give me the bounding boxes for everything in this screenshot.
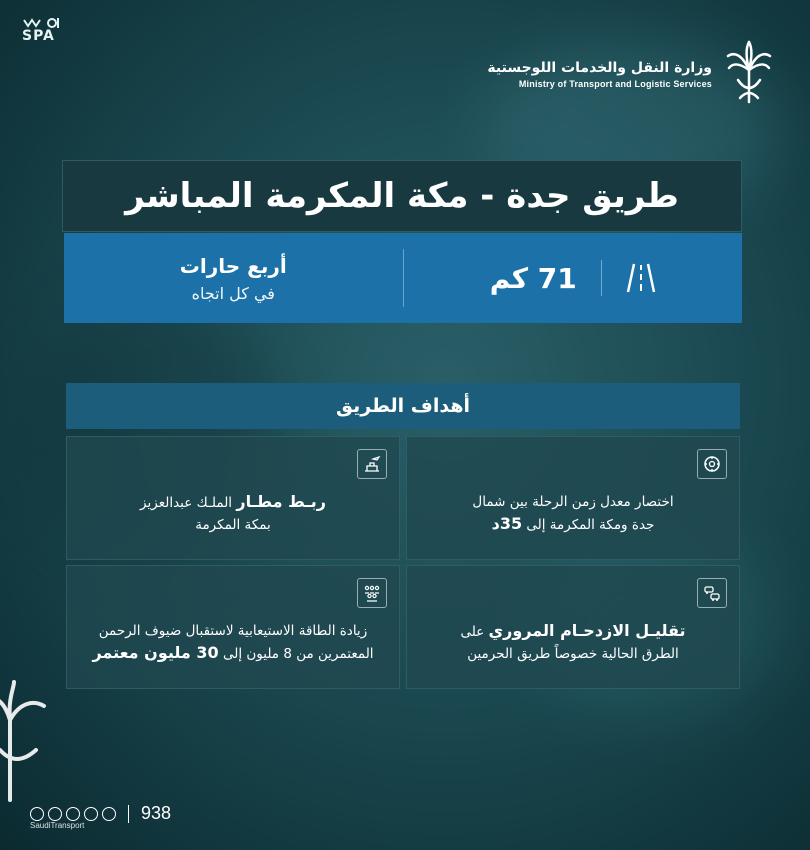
spa-logo-text: SPA (22, 28, 55, 44)
goal-line (419, 620, 727, 643)
goal-highlight: 35د (491, 514, 523, 533)
twitter-icon[interactable] (102, 807, 116, 821)
goal-line (419, 513, 727, 536)
goal-card-congestion (406, 565, 740, 689)
goal-text (79, 620, 387, 665)
ministry-name-en: Ministry of Transport and Logistic Services (518, 78, 712, 89)
page-title: طريق جدة - مكة المكرمة المباشر (125, 176, 679, 216)
footer-divider (128, 805, 129, 823)
stat-separator (601, 260, 602, 296)
social-handle: SaudiTransport (30, 821, 85, 830)
lanes-stat (64, 254, 403, 303)
ministry-header (487, 40, 772, 108)
ministry-name (487, 60, 712, 89)
goal-line (79, 491, 387, 514)
goal-line-text: جدة ومكة المكرمة إلى (526, 517, 655, 533)
crowd-icon (357, 578, 387, 608)
ministry-name-ar: وزارة النقل والخدمات اللوجستية (487, 59, 712, 76)
goal-line-text: على (460, 624, 485, 640)
hotline-number: 938 (141, 803, 172, 823)
speedometer-gear-icon (697, 449, 727, 479)
goal-line: بمكة المكرمة (195, 517, 271, 533)
road-length-stat (404, 260, 743, 296)
lanes-title: أربع حارات (179, 253, 287, 278)
facebook-icon[interactable] (84, 807, 98, 821)
goal-text (79, 491, 387, 536)
goal-line-text: المعتمرين من 8 مليون إلى (222, 646, 374, 662)
stats-band (64, 233, 742, 323)
goal-line: زيادة الطاقة الاستيعابية لاستقبال ضيوف الرحمن (98, 623, 368, 639)
lanes-subtitle: في كل اتجاه (191, 283, 275, 303)
social-links (30, 807, 116, 821)
goal-highlight: تقليـل الازدحـام المروري (488, 621, 686, 640)
goal-line: اختصار معدل زمن الرحلة بين شمال (472, 494, 674, 510)
road-icon (626, 262, 656, 294)
traffic-cars-icon (697, 578, 727, 608)
goal-line: الطرق الحالية خصوصاً طريق الحرمين (467, 646, 679, 662)
goal-card-airport (66, 436, 400, 560)
goal-highlight: ربـط مطـار (236, 492, 326, 511)
title-card (62, 160, 742, 232)
goals-header (66, 383, 740, 429)
goal-text (419, 620, 727, 665)
instagram-icon[interactable] (48, 807, 62, 821)
palm-decoration-icon (0, 680, 60, 810)
goals-title: أهداف الطريق (335, 395, 471, 417)
goal-text (419, 491, 727, 536)
goal-line-text: الملـك عبدالعزيز (140, 495, 233, 511)
airport-icon (357, 449, 387, 479)
goal-highlight: 30 مليون معتمر (92, 643, 219, 662)
ministry-palm-logo-icon (726, 40, 772, 108)
goal-card-capacity (66, 565, 400, 689)
road-length-value: 71 كم (489, 261, 577, 295)
footer (30, 803, 172, 830)
goal-card-travel-time (406, 436, 740, 560)
stats-divider (403, 249, 404, 307)
goal-line (79, 642, 387, 665)
snapchat-icon[interactable] (30, 807, 44, 821)
youtube-icon[interactable] (66, 807, 80, 821)
